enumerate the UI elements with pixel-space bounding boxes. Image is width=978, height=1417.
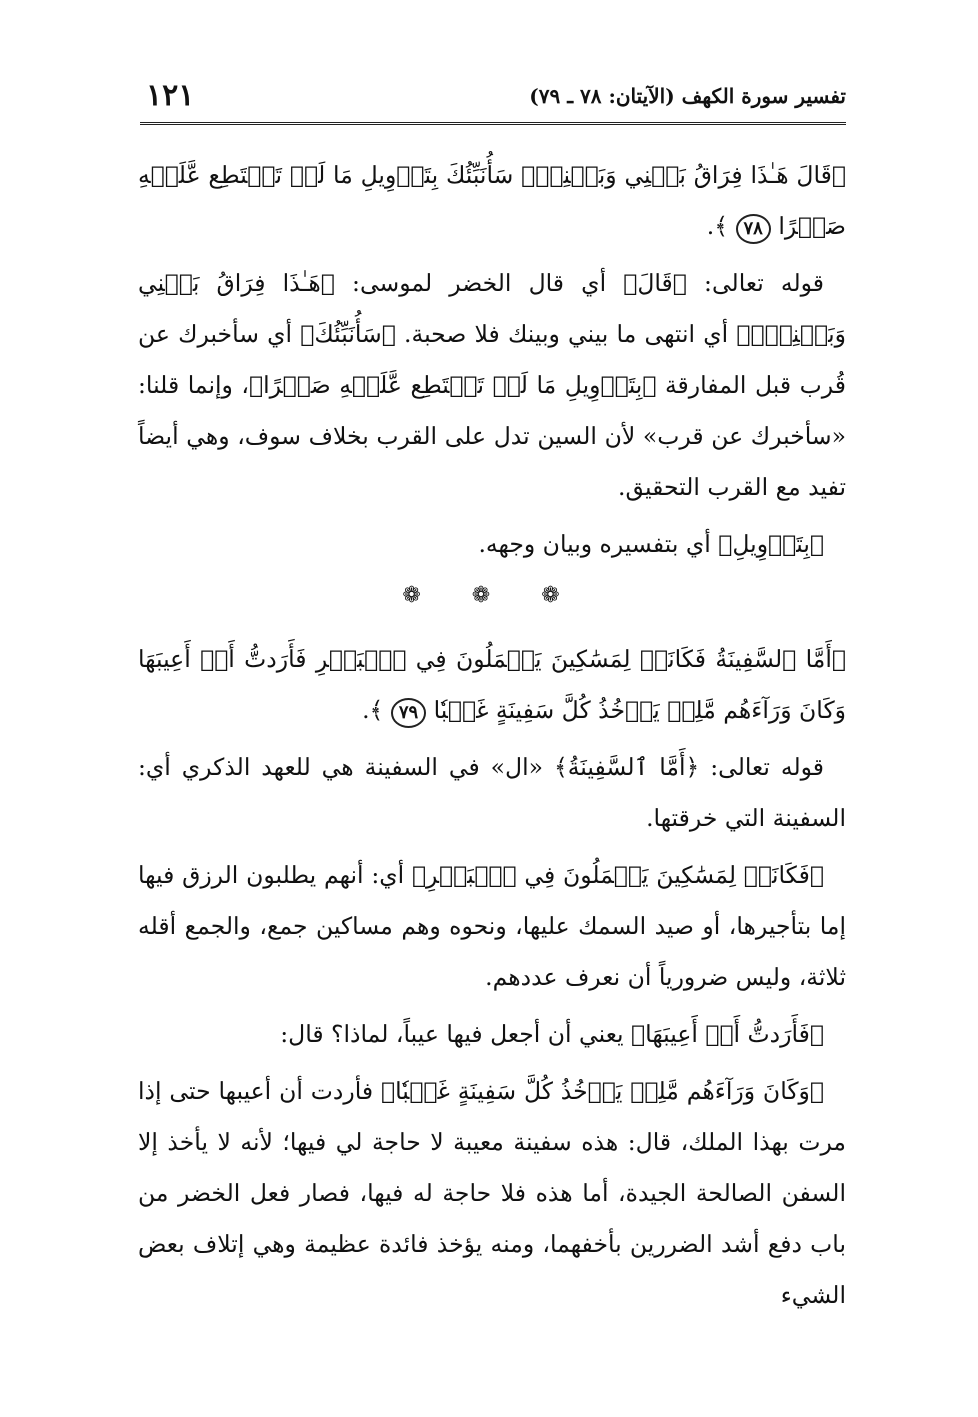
page-body (138, 150, 846, 1327)
running-title: تفسير سورة الكهف (الآيتان: ٧٨ ـ ٧٩) (529, 84, 846, 108)
verse-number-marker: ٧٨ (736, 214, 771, 244)
commentary-paragraph: قوله تعالى: ﴿قَالَ﴾ أي قال الخضر لموسى: ﴿هَـٰذَا فِرَاقُ بَيۡنِي وَبَيۡنِكَۚ﴾ أي انتهى ما بيني وبينك فلا صحبة. ﴿سَأُنَبِّئُكَ﴾ أي سأخبرك عن قُرب قبل المفارقة ﴿بِتَأۡوِيلِ مَا لَمۡ تَسۡتَطِع عَّلَيۡهِ صَبۡرًا﴾، وإنما قلنا: «سأخبرك عن قرب» لأن السين تدل على القرب بخلاف سوف، وهي أيضاً تفيد مع القرب التحقيق. (138, 269, 846, 501)
quran-verse-78 (138, 150, 846, 252)
commentary-paragraph: ﴿وَكَانَ وَرَآءَهُم مَّلِكٞ يَأۡخُذُ كُلَّ سَفِينَةٍ غَصۡبٗا﴾ فأردت أن أعيبها حتى إذا مرت بهذا الملك، قال: هذه سفينة معيبة لا حاجة لي فيها؛ لأنه لا يأخذ إلا السفن الصالحة الجيدة، أما هذه فلا حاجة له فيها، فصار فعل الخضر من باب دفع أشد الضررين بأخفهما، ومنه يؤخذ فائدة عظيمة وهي إتلاف بعض الشيء (138, 1077, 846, 1309)
verse-text: ﴿أَمَّا ٱلسَّفِينَةُ فَكَانَتۡ لِمَسَٰكِينَ يَعۡمَلُونَ فِي ٱلۡبَحۡرِ فَأَرَدتُّ أَنۡ أَعِيبَهَا وَكَانَ وَرَآءَهُم مَّلِكٞ يَأۡخُذُ كُلَّ سَفِينَةٍ غَصۡبٗا (138, 645, 846, 724)
commentary-paragraph: ﴿بِتَأۡوِيلِ﴾ أي بتفسيره وبيان وجهه. (478, 530, 824, 558)
page-header (140, 74, 846, 125)
commentary-paragraph: ﴿فَأَرَدتُّ أَنۡ أَعِيبَهَا﴾ يعني أن أجعل فيها عيباً، لماذا؟ قال: (280, 1020, 824, 1048)
verse-close: ﴾. (706, 212, 729, 240)
page-number: ١٢١ (146, 78, 195, 113)
section-separator: ❁ ❁ ❁ (402, 583, 582, 608)
quran-verse-79 (138, 634, 846, 736)
commentary-paragraph: ﴿فَكَانَتۡ لِمَسَٰكِينَ يَعۡمَلُونَ فِي ٱلۡبَحۡرِ﴾ أي: أنهم يطلبون الرزق فيها إما بتأجيرها، أو صيد السمك عليها، ونحوه وهم مساكين جمع، والجمع أقله ثلاثة، وليس ضرورياً أن نعرف عددهم. (138, 861, 846, 991)
verse-close: ﴾. (362, 696, 384, 724)
verse-text: ﴿قَالَ هَـٰذَا فِرَاقُ بَيۡنِي وَبَيۡنِكَۚ سَأُنَبِّئُكَ بِتَأۡوِيلِ مَا لَمۡ تَسۡتَطِع عَّلَيۡهِ صَبۡرًا (138, 161, 846, 240)
commentary-paragraph: قوله تعالى: ﴿أَمَّا ٱلسَّفِينَةُ﴾ «ال» في السفينة هي للعهد الذكري أي: السفينة التي خرقتها. (138, 753, 846, 832)
verse-number-marker: ٧٩ (391, 698, 426, 728)
